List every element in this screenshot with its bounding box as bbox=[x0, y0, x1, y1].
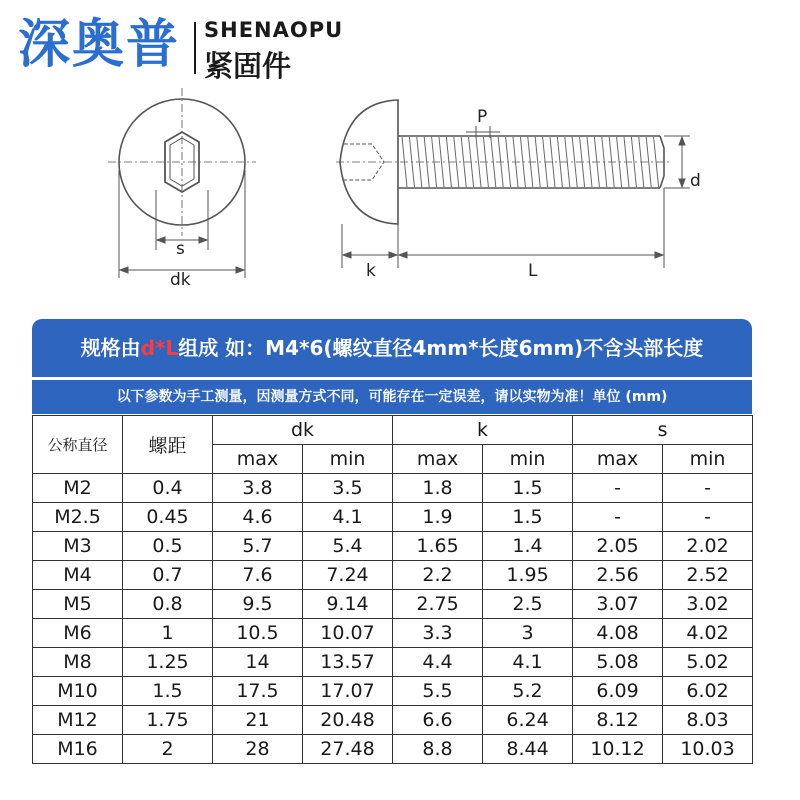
table-row bbox=[33, 474, 753, 503]
table-row bbox=[33, 735, 753, 764]
cell-dk-min: 4.1 bbox=[303, 503, 393, 532]
cell-dk-min: 7.24 bbox=[303, 561, 393, 590]
brand-subtitle: 紧固件 bbox=[204, 49, 292, 83]
cell-dk-max: 17.5 bbox=[213, 677, 303, 706]
cell-dk-min: 13.57 bbox=[303, 648, 393, 677]
banner-suffix: 组成 如：M4*6(螺纹直径4mm*长度6mm)不含头部长度 bbox=[178, 336, 704, 360]
cell-k-max: 4.4 bbox=[393, 648, 483, 677]
cell-s-max: 10.12 bbox=[573, 735, 663, 764]
cell-k-max: 2.75 bbox=[393, 590, 483, 619]
thread-line bbox=[409, 137, 414, 187]
cell-pitch: 0.7 bbox=[123, 561, 213, 590]
table-row bbox=[33, 561, 753, 590]
cell-s-max: 2.56 bbox=[573, 561, 663, 590]
cell-dk-min: 17.07 bbox=[303, 677, 393, 706]
brand-name-cn: 深奥普 bbox=[18, 15, 181, 75]
cell-pitch: 1 bbox=[123, 619, 213, 648]
table-row bbox=[33, 532, 753, 561]
header-dk: dk bbox=[213, 416, 393, 445]
cell-s-max: 2.05 bbox=[573, 532, 663, 561]
cell-k-min: 4.1 bbox=[483, 648, 573, 677]
cell-dk-max: 3.8 bbox=[213, 474, 303, 503]
cell-size: M12 bbox=[33, 706, 123, 735]
screw-side-view bbox=[336, 100, 672, 224]
cell-s-min: - bbox=[663, 503, 753, 532]
cell-s-min: - bbox=[663, 474, 753, 503]
cell-dk-max: 14 bbox=[213, 648, 303, 677]
cell-size: M4 bbox=[33, 561, 123, 590]
brand-name-en: SHENAOPU bbox=[204, 18, 344, 42]
cell-size: M6 bbox=[33, 619, 123, 648]
banner-prefix: 规格由 bbox=[80, 336, 141, 360]
spec-table bbox=[32, 415, 753, 764]
cell-s-min: 8.03 bbox=[663, 706, 753, 735]
cell-s-min: 5.02 bbox=[663, 648, 753, 677]
cell-s-max: 5.08 bbox=[573, 648, 663, 677]
cell-s-min: 2.02 bbox=[663, 532, 753, 561]
thread-line bbox=[506, 137, 511, 187]
cell-s-max: 8.12 bbox=[573, 706, 663, 735]
cell-k-max: 5.5 bbox=[393, 677, 483, 706]
cell-size: M8 bbox=[33, 648, 123, 677]
header-s-max: max bbox=[573, 445, 663, 474]
cell-pitch: 1.25 bbox=[123, 648, 213, 677]
table-row bbox=[33, 503, 753, 532]
cell-dk-max: 4.6 bbox=[213, 503, 303, 532]
cell-k-max: 3.3 bbox=[393, 619, 483, 648]
table-row bbox=[33, 648, 753, 677]
cell-dk-max: 7.6 bbox=[213, 561, 303, 590]
table-row bbox=[33, 706, 753, 735]
cell-s-min: 3.02 bbox=[663, 590, 753, 619]
cell-dk-min: 3.5 bbox=[303, 474, 393, 503]
cell-k-max: 6.6 bbox=[393, 706, 483, 735]
table-row bbox=[33, 619, 753, 648]
cell-size: M2 bbox=[33, 474, 123, 503]
cell-pitch: 1.75 bbox=[123, 706, 213, 735]
header-dk-max: max bbox=[213, 445, 303, 474]
cell-k-min: 5.2 bbox=[483, 677, 573, 706]
dimension-k-and-l bbox=[342, 188, 664, 268]
cell-dk-min: 9.14 bbox=[303, 590, 393, 619]
cell-dk-max: 9.5 bbox=[213, 590, 303, 619]
header-k-min: min bbox=[483, 445, 573, 474]
cell-dk-max: 5.7 bbox=[213, 532, 303, 561]
head-top-view bbox=[108, 88, 256, 236]
label-dk: dk bbox=[170, 270, 191, 290]
screw-drawing bbox=[0, 80, 800, 295]
header-dk-min: min bbox=[303, 445, 393, 474]
cell-k-min: 1.5 bbox=[483, 474, 573, 503]
cell-s-min: 2.52 bbox=[663, 561, 753, 590]
cell-size: M2.5 bbox=[33, 503, 123, 532]
header-nominal-size: 公称直径 bbox=[33, 416, 123, 474]
label-l: L bbox=[528, 261, 538, 281]
cell-pitch: 0.8 bbox=[123, 590, 213, 619]
cell-dk-min: 5.4 bbox=[303, 532, 393, 561]
cell-dk-min: 27.48 bbox=[303, 735, 393, 764]
cell-k-max: 1.65 bbox=[393, 532, 483, 561]
spec-table-body bbox=[33, 474, 753, 764]
header-k: k bbox=[393, 416, 573, 445]
brand-divider bbox=[194, 22, 196, 74]
label-p: P bbox=[477, 107, 488, 127]
cell-size: M16 bbox=[33, 735, 123, 764]
cell-k-min: 1.5 bbox=[483, 503, 573, 532]
cell-pitch: 1.5 bbox=[123, 677, 213, 706]
cell-k-min: 3 bbox=[483, 619, 573, 648]
table-row bbox=[33, 590, 753, 619]
table-row bbox=[33, 677, 753, 706]
cell-k-min: 2.5 bbox=[483, 590, 573, 619]
header-k-max: max bbox=[393, 445, 483, 474]
cell-dk-min: 20.48 bbox=[303, 706, 393, 735]
header-s: s bbox=[573, 416, 753, 445]
cell-s-min: 4.02 bbox=[663, 619, 753, 648]
cell-size: M3 bbox=[33, 532, 123, 561]
cell-k-max: 1.9 bbox=[393, 503, 483, 532]
header-pitch: 螺距 bbox=[123, 416, 213, 474]
cell-dk-max: 10.5 bbox=[213, 619, 303, 648]
cell-s-max: 6.09 bbox=[573, 677, 663, 706]
cell-pitch: 2 bbox=[123, 735, 213, 764]
cell-pitch: 0.45 bbox=[123, 503, 213, 532]
cell-size: M5 bbox=[33, 590, 123, 619]
cell-dk-max: 21 bbox=[213, 706, 303, 735]
cell-dk-max: 28 bbox=[213, 735, 303, 764]
cell-dk-min: 10.07 bbox=[303, 619, 393, 648]
cell-pitch: 0.5 bbox=[123, 532, 213, 561]
cell-k-max: 8.8 bbox=[393, 735, 483, 764]
cell-s-max: 3.07 bbox=[573, 590, 663, 619]
label-d: d bbox=[690, 171, 701, 191]
cell-s-min: 6.02 bbox=[663, 677, 753, 706]
cell-k-max: 1.8 bbox=[393, 474, 483, 503]
header-s-min: min bbox=[663, 445, 753, 474]
cell-k-min: 1.4 bbox=[483, 532, 573, 561]
cell-s-max: - bbox=[573, 503, 663, 532]
cell-s-max: - bbox=[573, 474, 663, 503]
cell-k-max: 2.2 bbox=[393, 561, 483, 590]
thread-line bbox=[602, 137, 607, 187]
cell-size: M10 bbox=[33, 677, 123, 706]
label-s: s bbox=[176, 239, 185, 259]
spec-banner bbox=[32, 319, 752, 377]
cell-pitch: 0.4 bbox=[123, 474, 213, 503]
measurement-note: 以下参数为手工测量，因测量方式不同，可能存在一定误差，请以实物为准！单位 (mm) bbox=[32, 380, 752, 414]
cell-k-min: 1.95 bbox=[483, 561, 573, 590]
cell-s-min: 10.03 bbox=[663, 735, 753, 764]
cell-k-min: 6.24 bbox=[483, 706, 573, 735]
cell-s-max: 4.08 bbox=[573, 619, 663, 648]
cell-k-min: 8.44 bbox=[483, 735, 573, 764]
label-k: k bbox=[366, 261, 376, 281]
banner-highlight: d*L bbox=[140, 336, 179, 360]
